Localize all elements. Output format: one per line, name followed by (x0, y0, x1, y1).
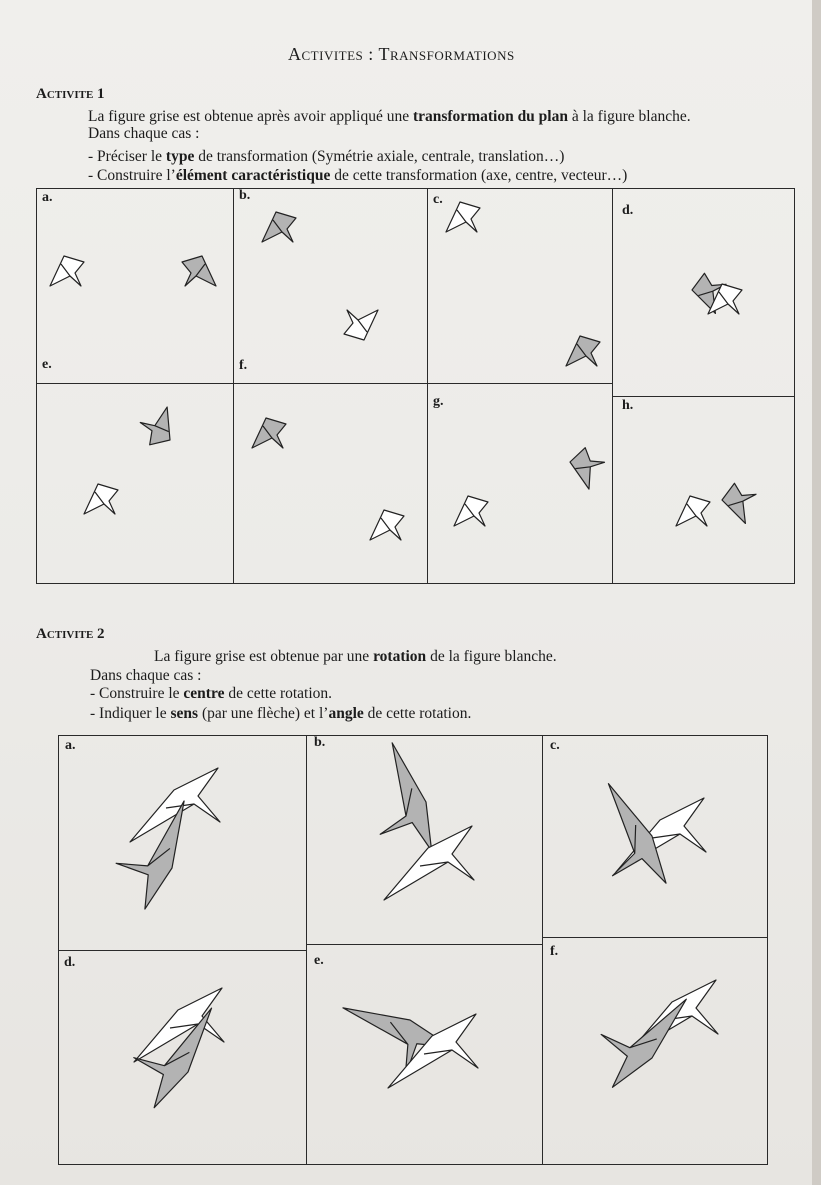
cell2-label-a: a. (65, 738, 76, 753)
cell2-label-b: b. (314, 735, 326, 750)
cell-label-b: b. (239, 188, 251, 203)
cell-label-g: g. (433, 394, 444, 409)
cell2-label-e: e. (314, 953, 324, 968)
figure-grey-2e (343, 971, 452, 1086)
activity1-item-element: - Construire l’élément caractéristique de cette transformation (axe, centre, vecteur…) (88, 167, 628, 184)
activity1-intro: La figure grise est obtenue après avoir appliqué une transformation du plan à la figure blanche. (88, 108, 691, 125)
activity2-item-sens: - Indiquer le sens (par une flèche) et l’angle de cette rotation. (90, 705, 472, 722)
activity1-cases: Dans chaque cas : (88, 125, 200, 142)
activity1-item-type: - Préciser le type de transformation (Symétrie axiale, centrale, translation…) (88, 148, 565, 165)
activity2-heading: Activite 2 (36, 626, 105, 642)
activity2-intro: La figure grise est obtenue par une rotation de la figure blanche. (154, 648, 557, 665)
cell-label-d: d. (622, 203, 634, 218)
cell-label-c: c. (433, 192, 443, 207)
cell-label-a: a. (42, 190, 53, 205)
activity2-item-centre: - Construire le centre de cette rotation. (90, 685, 333, 702)
figure-grey-2b (361, 743, 461, 853)
cell-label-f: f. (239, 358, 248, 373)
cell-label-h: h. (622, 398, 634, 413)
page-title: Activites : Transformations (288, 44, 515, 64)
activity1-heading: Activite 1 (36, 86, 105, 102)
cell2-label-d: d. (64, 955, 76, 970)
cell2-label-f: f. (550, 944, 559, 959)
cell-label-e: e. (42, 357, 52, 372)
cell2-label-c: c. (550, 738, 560, 753)
activity2-cases: Dans chaque cas : (90, 667, 202, 684)
